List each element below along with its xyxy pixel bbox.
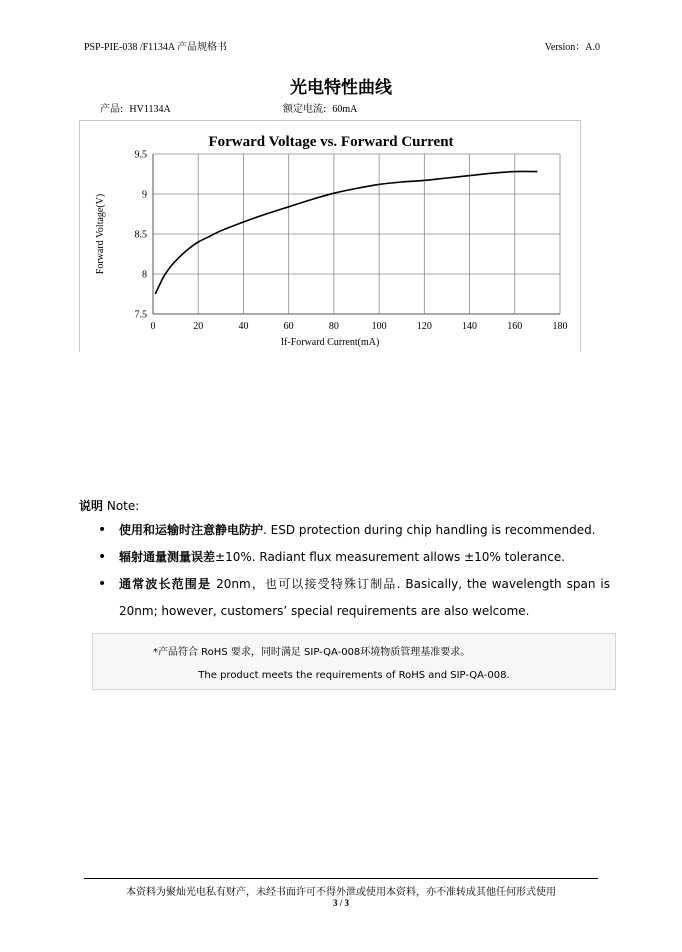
y-tick-label: 8.5 — [134, 229, 147, 241]
x-tick-label: 0 — [150, 321, 156, 332]
bullet-icon: • — [98, 549, 107, 565]
bullet-icon: • — [98, 522, 107, 538]
x-tick-label: 120 — [416, 321, 432, 332]
y-tick-label: 7.5 — [134, 309, 147, 321]
rated-current-value: 60mA — [332, 104, 358, 115]
rohs-compliance-box — [92, 633, 616, 690]
x-tick-label: 140 — [462, 321, 478, 332]
x-tick-label: 160 — [507, 321, 523, 332]
note-text-cn: 辐射通量测量误差 — [119, 550, 216, 564]
y-tick-label: 8 — [142, 269, 147, 281]
document-code: PSP-PIE-038 /F1134A 产品规格书 — [84, 42, 227, 53]
x-tick-label: 60 — [283, 321, 294, 332]
x-tick-label: 20 — [193, 321, 204, 332]
page-title: 光电特性曲线 — [290, 78, 392, 98]
note-item — [98, 571, 610, 625]
x-tick-label: 100 — [371, 321, 387, 332]
series-line — [155, 171, 537, 294]
page-number: 3 / 3 — [332, 898, 349, 908]
x-tick-label: 80 — [328, 321, 339, 332]
x-tick-label: 40 — [238, 321, 249, 332]
note-text-en: . ESD protection during chip handling is recommended. — [263, 523, 596, 537]
notes-heading-en: Note: — [106, 499, 140, 513]
note-text-en: 20nm，也可以接受特殊订制品. Basically, the wavelength span is 20nm; however, customers’ special requirements are also welcome. — [119, 577, 610, 618]
note-text-en: ±10%. Radiant flux measurement allows ±10% tolerance. — [215, 550, 566, 564]
y-tick-label: 9 — [142, 189, 147, 201]
chart-title: Forward Voltage vs. Forward Current — [208, 134, 454, 150]
footer-divider — [84, 878, 598, 879]
product-value: HV1134A — [129, 104, 171, 115]
y-tick-label: 9.5 — [134, 149, 147, 161]
product-info — [100, 100, 171, 115]
note-item — [98, 517, 610, 544]
y-axis-label: Forward Voltage(V) — [95, 193, 106, 275]
rated-current-label: 额定电流: — [283, 104, 327, 115]
chart-series — [155, 171, 537, 294]
notes-heading — [79, 497, 139, 514]
document-header — [84, 38, 600, 52]
note-text-cn: 通常波长范围是 — [119, 577, 212, 591]
chart-frame — [79, 120, 581, 352]
rated-current-info — [283, 100, 357, 115]
rohs-text-en: The product meets the requirements of RoHS and SIP-QA-008. — [198, 670, 510, 681]
x-axis-label: If-Forward Current(mA) — [280, 337, 380, 348]
note-text-cn: 使用和运输时注意静电防护 — [119, 523, 264, 537]
forward-voltage-chart — [80, 121, 580, 353]
x-tick-label: 180 — [552, 321, 568, 332]
document-version: Version：A.0 — [544, 42, 600, 53]
bullet-icon: • — [98, 576, 107, 592]
product-label: 产品: — [100, 104, 124, 115]
rohs-text-cn: *产品符合 RoHS 要求，同时满足 SIP-QA-008环境物质管理基准要求。 — [153, 647, 471, 658]
footer-disclaimer: 本资料为聚灿光电私有财产，未经书面许可不得外泄或使用本资料，亦不准转成其他任何形式使用 — [126, 887, 556, 898]
note-item — [98, 544, 610, 571]
notes-heading-cn: 说明 — [79, 499, 104, 513]
